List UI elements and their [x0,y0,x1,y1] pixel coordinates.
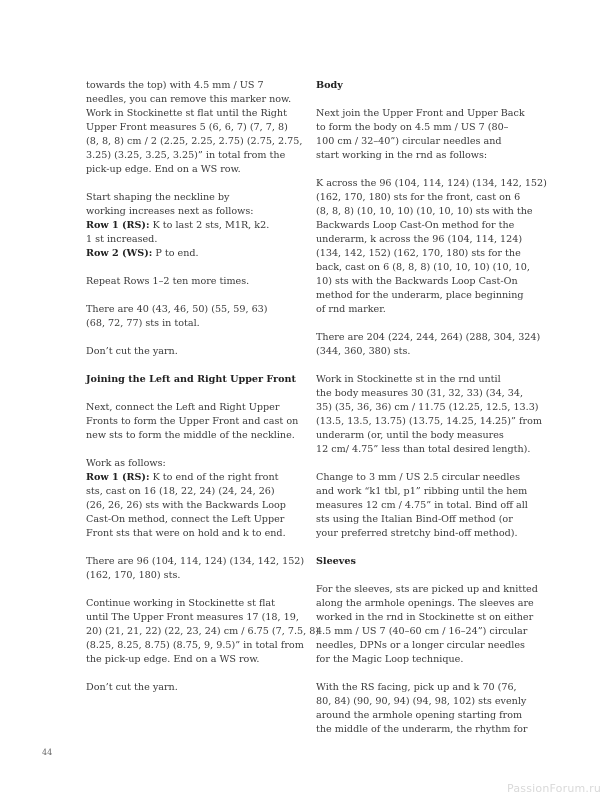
row-2-instruction [86,247,290,261]
text-line: With the RS facing, pick up and k 70 (76, [316,682,517,693]
para-sts-total-96 [86,555,305,583]
para-k-across [316,177,547,317]
text-line: sts using the Italian Bind-Off method (or [316,514,513,525]
para-repeat-rows [86,275,290,289]
text-line: There are 96 (104, 114, 124) (134, 142, 152) [86,556,305,567]
text-line: of rnd marker. [316,304,386,315]
text-line: K across the 96 (104, 114, 124) (134, 142, 152) [316,178,547,189]
text-line: (8, 8, 8) (10, 10, 10) (10, 10, 10) sts with the [316,206,533,217]
heading-text: Sleeves [316,556,356,567]
para-ribbing [316,471,528,541]
text-line: start working in the rnd as follows: [316,150,488,161]
text-line: Work in Stockinette st flat until the Right [86,108,287,119]
heading-body [316,79,524,93]
text-line: (26, 26, 26) sts with the Backwards Loop [86,500,286,511]
para-pick-up [316,681,528,737]
text-line: underarm, k across the 96 (104, 114, 124) [316,234,523,245]
para-sleeves-intro [316,583,538,667]
row-1-label: Row 1 (RS): [86,220,150,231]
text-line: the body measures 30 (31, 32, 33) (34, 34, [316,388,524,399]
text-line: Continue working in Stockinette st flat [86,598,275,609]
para-continue-working [86,597,320,667]
para-connect-fronts [86,401,299,443]
text-line: towards the top) with 4.5 mm / US 7 [86,80,264,91]
text-line: There are 40 (43, 46, 50) (55, 59, 63) [86,304,268,315]
para-sts-total-204 [316,331,541,359]
text-line: (68, 72, 77) sts in total. [86,318,200,329]
text-line: measures 12 cm / 4.75” in total. Bind off all [316,500,528,511]
heading-sleeves [316,555,524,569]
row-2-text: P to end. [152,248,199,259]
text-line: your preferred stretchy bind-off method). [316,528,518,539]
text-line: 35) (35, 36, 36) cm / 11.75 (12.25, 12.5, 13.3) [316,402,539,413]
heading-text: Body [316,80,343,91]
text-line: 4.5 mm / US 7 (40–60 cm / 16–24”) circular [316,626,528,637]
text-line: Cast-On method, connect the Left Upper [86,514,285,525]
text-line: needles, you can remove this marker now. [86,94,292,105]
text-line: (8.25, 8.25, 8.75) (8.75, 9, 9.5)” in total from [86,640,304,651]
heading-joining-upper-front [86,373,296,387]
text-line: (8, 8, 8) cm / 2 (2.25, 2.25, 2.75) (2.75, 2.75, [86,136,303,147]
text-line: Next join the Upper Front and Upper Back [316,108,525,119]
text-line: There are 204 (224, 244, 264) (288, 304, 324) [316,332,541,343]
text-line: (13.5, 13.5, 13.75) (13.75, 14.25, 14.25)” from [316,416,542,427]
row-1b-text: K to end of the right front [149,472,279,483]
row-1-instruction [86,219,290,233]
text-line: Change to 3 mm / US 2.5 circular needles [316,472,521,483]
para-body-measures [316,373,542,457]
text-line: working increases next as follows: [86,206,254,217]
text-line: Start shaping the neckline by [86,192,230,203]
para-join-body [316,107,524,163]
text-line: (162, 170, 180) sts for the front, cast on 6 [316,192,521,203]
text-line: the pick-up edge. End on a WS row. [86,654,260,665]
text-line: until The Upper Front measures 17 (18, 19, [86,612,299,623]
watermark: PassionForum.ru [507,782,601,795]
text-line: 12 cm/ 4.75” less than total desired length). [316,444,531,455]
para-sts-total-40 [86,303,290,331]
right-column [316,79,547,751]
left-column [86,79,320,709]
text-line: Work in Stockinette st in the rnd until [316,374,501,385]
text-line: Front sts that were on hold and k to end. [86,528,286,539]
text-line: along the armhole openings. The sleeves are [316,598,534,609]
text-line: 10) sts with the Backwards Loop Cast-On [316,276,518,287]
text-line: Fronts to form the Upper Front and cast on [86,416,299,427]
para-marker-remove [86,79,303,177]
text-line: new sts to form the middle of the neckline. [86,430,295,441]
text-line: For the sleeves, sts are picked up and knitted [316,584,538,595]
text-line: (162, 170, 180) sts. [86,570,181,581]
row-1-text: K to last 2 sts, M1R, k2. [149,220,270,231]
text-line: Backwards Loop Cast-On method for the [316,220,515,231]
page-number: 44 [42,748,53,757]
text-line: sts, cast on 16 (18, 22, 24) (24, 24, 26) [86,486,275,497]
text-line: for the Magic Loop technique. [316,654,464,665]
text-line: and work “k1 tbl, p1” ribbing until the hem [316,486,528,497]
text-line: the middle of the underarm, the rhythm for [316,724,528,735]
text-line: pick-up edge. End on a WS row. [86,164,241,175]
text-line: (134, 142, 152) (162, 170, 180) sts for the [316,248,521,259]
text-line: around the armhole opening starting from [316,710,523,721]
text-line: needles, DPNs or a longer circular needles [316,640,525,651]
text-line: 100 cm / 32–40”) circular needles and [316,136,502,147]
text-line: 20) (21, 21, 22) (22, 23, 24) cm / 6.75 (7, 7.5, 8) [86,626,320,637]
text-line: 80, 84) (90, 90, 94) (94, 98, 102) sts evenly [316,696,527,707]
text-line: 1 st increased. [86,234,158,245]
row-1b-instruction [86,471,290,485]
text-line: to form the body on 4.5 mm / US 7 (80– [316,122,509,133]
para-neckline-shaping [86,191,290,261]
text-line: Repeat Rows 1–2 ten more times. [86,276,250,287]
row-1b-label: Row 1 (RS): [86,472,150,483]
text-line: method for the underarm, place beginning [316,290,524,301]
heading-text: Joining the Left and Right Upper Front [86,374,296,385]
text-line: worked in the rnd in Stockinette st on either [316,612,534,623]
text-line: Upper Front measures 5 (6, 6, 7) (7, 7, 8) [86,122,288,133]
text-line: back, cast on 6 (8, 8, 8) (10, 10, 10) (10, 10, [316,262,530,273]
para-work-as-follows [86,457,290,541]
text-line: (344, 360, 380) sts. [316,346,411,357]
para-dont-cut-yarn [86,345,290,359]
text-line: Work as follows: [86,458,166,469]
text-line: 3.25) (3.25, 3.25, 3.25)” in total from the [86,150,286,161]
text-line: Don’t cut the yarn. [86,682,178,693]
para-dont-cut-yarn-2 [86,681,290,695]
text-line: underarm (or, until the body measures [316,430,504,441]
text-line: Next, connect the Left and Right Upper [86,402,280,413]
text-line: Don’t cut the yarn. [86,346,178,357]
row-2-label: Row 2 (WS): [86,248,153,259]
